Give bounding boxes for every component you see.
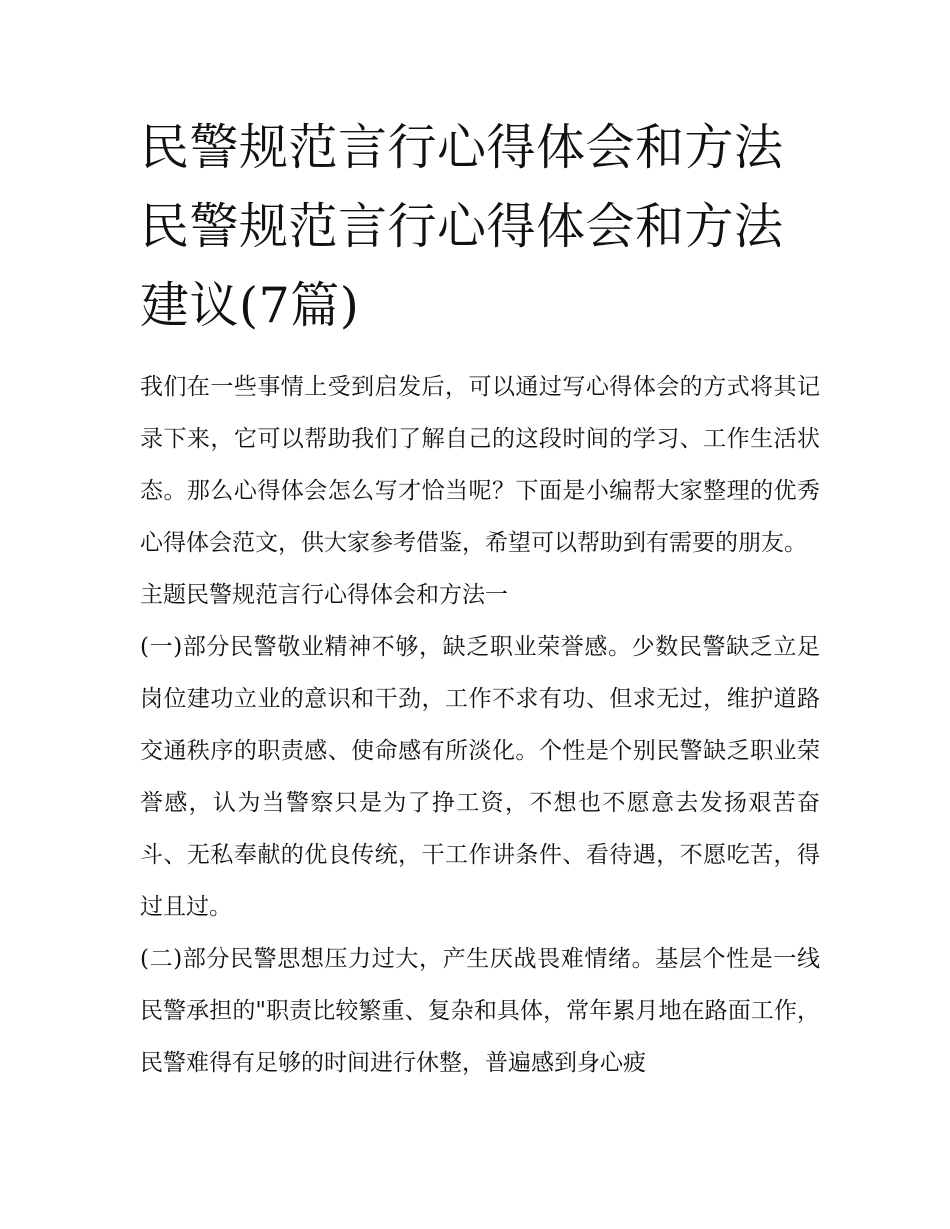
document-body: [140, 361, 820, 1089]
document-content: [140, 108, 820, 1089]
body-paragraph-2: (二)部分民警思想压力过大，产生厌战畏难情绪。基层个性是一线民警承担的"职责比较繁重、复杂和具体，常年累月地在路面工作，民警难得有足够的时间进行休整，普遍感到身心疲: [140, 946, 820, 1076]
intro-paragraph: 我们在一些事情上受到启发后，可以通过写心得体会的方式将其记录下来，它可以帮助我们了解自己的这段时间的学习、工作生活状态。那么心得体会怎么写才恰当呢？下面是小编帮大家整理的优秀心得体会范文，供大家参考借鉴，希望可以帮助到有需要的朋友。: [140, 374, 820, 556]
body-paragraph-1: (一)部分民警敬业精神不够，缺乏职业荣誉感。少数民警缺乏立足岗位建功立业的意识和干劲，工作不求有功、但求无过，维护道路交通秩序的职责感、使命感有所淡化。个性是个别民警缺乏职业荣誉感，认为当警察只是为了挣工资，不想也不愿意去发扬艰苦奋斗、无私奉献的优良传统，干工作讲条件、看待遇，不愿吃苦，得过且过。: [140, 634, 820, 920]
title-line-3: 建议(7篇): [140, 277, 360, 334]
title-line-1: 民警规范言行心得体会和方法: [140, 119, 784, 176]
document-title: [140, 108, 820, 345]
section-heading: 主题民警规范言行心得体会和方法一: [140, 582, 508, 608]
title-line-2: 民警规范言行心得体会和方法: [140, 198, 784, 255]
